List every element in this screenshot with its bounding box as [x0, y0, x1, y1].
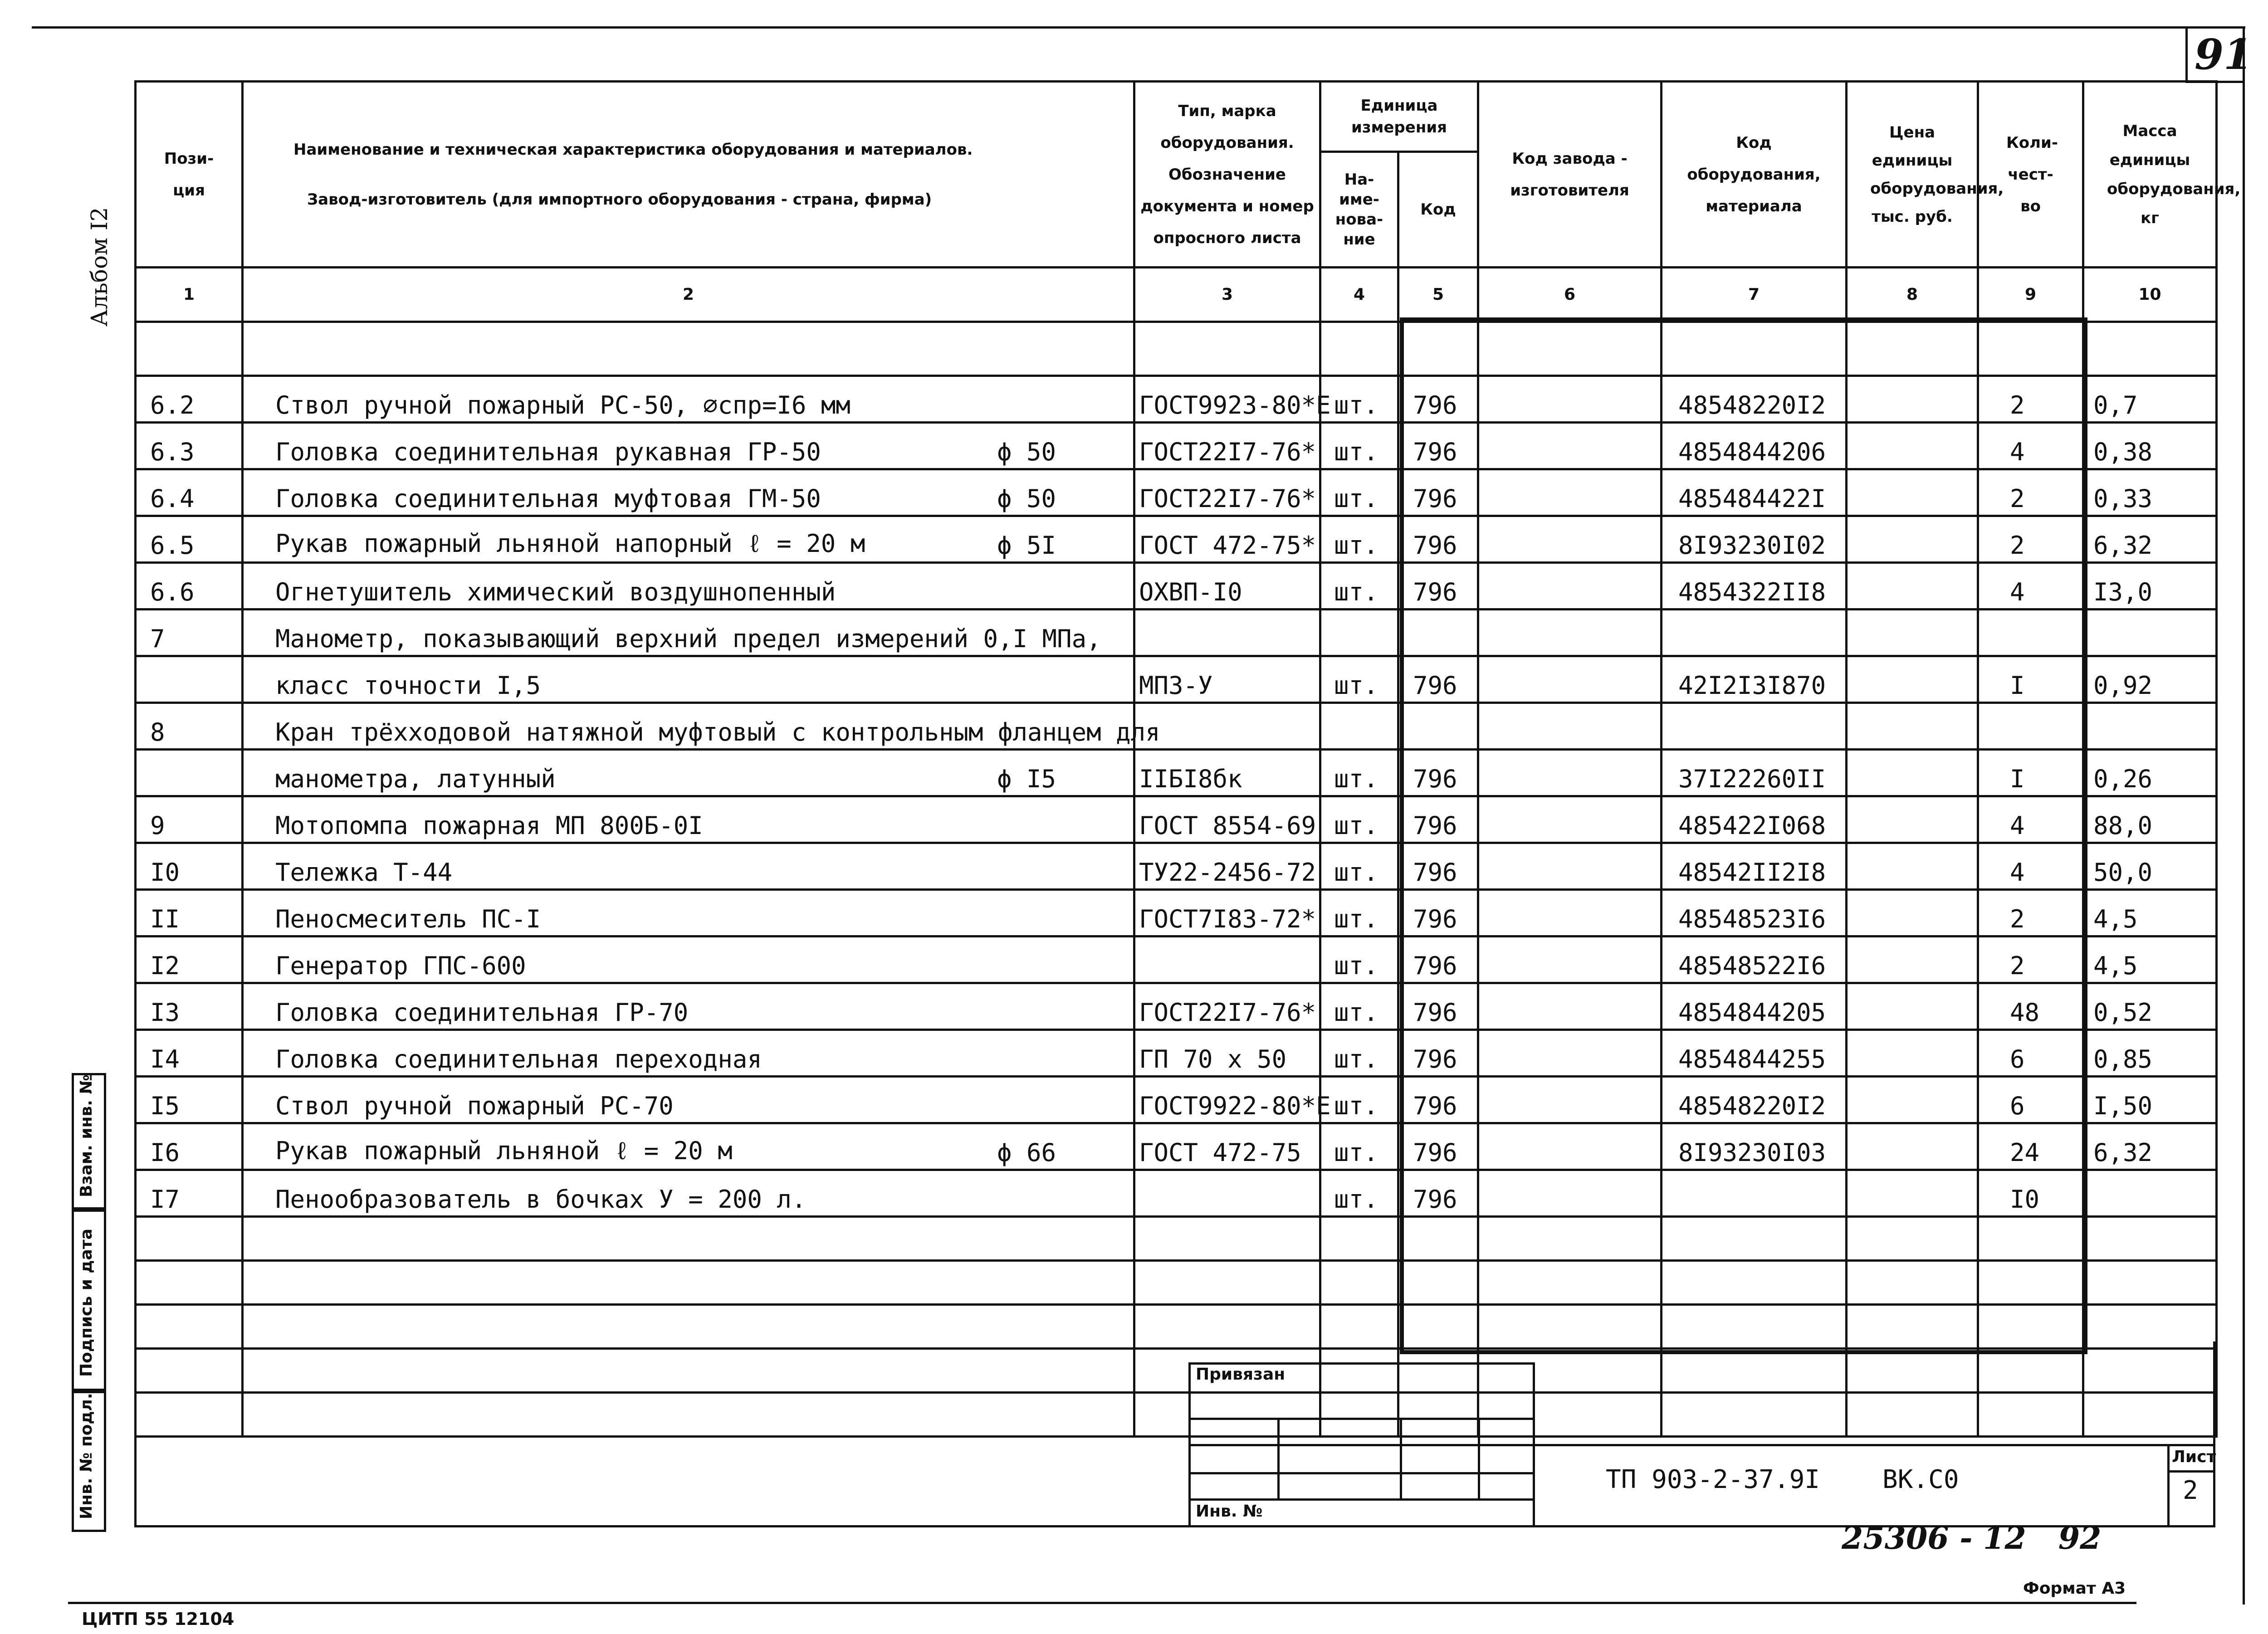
cell-pos: I0 — [136, 843, 243, 890]
col-num-5: 5 — [1398, 268, 1478, 322]
cell-code: 796 — [1398, 376, 1478, 423]
sheet-mark: 91 — [2195, 30, 2253, 79]
cell-unit: шт. — [1320, 469, 1398, 516]
cell-pos: 7 — [136, 610, 243, 656]
cell-qty: 2 — [1978, 376, 2083, 423]
cell-unit: шт. — [1320, 423, 1398, 469]
cell-unit: шт. — [1320, 563, 1398, 610]
cell-unit: шт. — [1320, 656, 1398, 703]
header-unit-code: Код — [1398, 152, 1478, 268]
cell-mass: 0,92 — [2083, 656, 2217, 703]
cell-type — [1134, 703, 1320, 750]
cell-c8 — [1847, 610, 1978, 656]
table-row — [136, 1123, 2217, 1170]
cell-mass: 0,26 — [2083, 750, 2217, 796]
empty-cell — [136, 1217, 243, 1261]
table-row — [136, 843, 2217, 890]
cell-equip: 48548523I6 — [1662, 890, 1847, 937]
cell-type — [1134, 610, 1320, 656]
header-name — [243, 82, 1134, 268]
cell-mass: 4,5 — [2083, 937, 2217, 983]
cell-unit: шт. — [1320, 843, 1398, 890]
cell-c8 — [1847, 1077, 1978, 1123]
empty-cell — [1662, 1217, 1847, 1261]
table-row — [136, 750, 2217, 796]
cell-mass — [2083, 610, 2217, 656]
list-number: 2 — [2183, 1476, 2198, 1505]
album-label: Альбом I2 — [86, 207, 112, 327]
col-num-9: 9 — [1978, 268, 2083, 322]
cell-name: манометра, латунный ϕ I5 — [243, 750, 1134, 796]
cell-unit: шт. — [1320, 1030, 1398, 1077]
cell-name: Рукав пожарный льняной напорный ℓ = 20 м ϕ 5I — [243, 516, 1134, 563]
cell-c6 — [1478, 843, 1662, 890]
cell-name: класс точности I,5 — [243, 656, 1134, 703]
empty-cell — [2083, 1261, 2217, 1305]
cell-equip: 48548522I6 — [1662, 937, 1847, 983]
cell-name: Головка соединительная переходная — [243, 1030, 1134, 1077]
cell-pos: 6.2 — [136, 376, 243, 423]
col-num-2: 2 — [243, 268, 1134, 322]
empty-cell — [1320, 1217, 1398, 1261]
cell-name: Головка соединительная ГР-70 — [243, 983, 1134, 1030]
cell-pos: I2 — [136, 937, 243, 983]
tb-h1 — [1188, 1418, 1535, 1420]
cell-code: 796 — [1398, 1077, 1478, 1123]
cell-type: ГП 70 х 50 — [1134, 1030, 1320, 1077]
cell-mass: 0,38 — [2083, 423, 2217, 469]
tb-main-sep — [1535, 1444, 2215, 1446]
cell-c8 — [1847, 1170, 1978, 1217]
cell-c8 — [1847, 516, 1978, 563]
cell-c6 — [1478, 563, 1662, 610]
table-row — [136, 469, 2217, 516]
cell-c8 — [1847, 937, 1978, 983]
col-num-6: 6 — [1478, 268, 1662, 322]
cell-mass: 0,52 — [2083, 983, 2217, 1030]
cell-code: 796 — [1398, 890, 1478, 937]
table-row — [136, 890, 2217, 937]
stamp-vzam: Взам. инв. № — [77, 1074, 96, 1197]
cell-pos: I6 — [136, 1123, 243, 1170]
cell-diameter: ϕ 50 — [997, 484, 1056, 513]
cell-mass: 0,85 — [2083, 1030, 2217, 1077]
cell-c8 — [1847, 1030, 1978, 1077]
spec-table — [134, 80, 2241, 1438]
cell-pos: 6.3 — [136, 423, 243, 469]
cell-c6 — [1478, 1170, 1662, 1217]
cell-code: 796 — [1398, 843, 1478, 890]
cell-c8 — [1847, 983, 1978, 1030]
cell-name: Головка соединительная муфтовая ГМ-50 ϕ 50 — [243, 469, 1134, 516]
cell-mass: 6,32 — [2083, 1123, 2217, 1170]
empty-cell — [243, 1261, 1134, 1305]
cell-equip: 42I2I3I870 — [1662, 656, 1847, 703]
header-factory-code: Код завода - изготовителя — [1478, 82, 1662, 268]
cell-code — [1398, 703, 1478, 750]
cell-name: Ствол ручной пожарный РС-70 — [243, 1077, 1134, 1123]
cell-type: IIБI8бк — [1134, 750, 1320, 796]
cell-mass — [2083, 1170, 2217, 1217]
cell-type: МПЗ-У — [1134, 656, 1320, 703]
cell-code: 796 — [1398, 983, 1478, 1030]
col-num-4: 4 — [1320, 268, 1398, 322]
cell-qty: 2 — [1978, 516, 2083, 563]
stamp-podpis: Подпись и дата — [77, 1229, 96, 1377]
cell-type: ГОСТ 472-75 — [1134, 1123, 1320, 1170]
cell-pos: I4 — [136, 1030, 243, 1077]
empty-cell — [1398, 1217, 1478, 1261]
header-unit-name: На-име-нова-ние — [1320, 152, 1398, 268]
cell-c6 — [1478, 423, 1662, 469]
cell-code: 796 — [1398, 937, 1478, 983]
cell-type: ГОСТ7I83-72* — [1134, 890, 1320, 937]
cell-qty: 6 — [1978, 1030, 2083, 1077]
cell-qty: 2 — [1978, 937, 2083, 983]
cell-code: 796 — [1398, 1170, 1478, 1217]
cell-unit: шт. — [1320, 1170, 1398, 1217]
cell-c6 — [1478, 610, 1662, 656]
table-row — [136, 703, 2217, 750]
empty-cell — [1978, 1217, 2083, 1261]
cell-mass: 0,7 — [2083, 376, 2217, 423]
cell-type: ГОСТ22I7-76* — [1134, 423, 1320, 469]
cell-mass: I3,0 — [2083, 563, 2217, 610]
cell-c8 — [1847, 890, 1978, 937]
cell-c6 — [1478, 1030, 1662, 1077]
cell-type — [1134, 1170, 1320, 1217]
cell-c8 — [1847, 656, 1978, 703]
cell-type: ТУ22-2456-72 — [1134, 843, 1320, 890]
header-price: Цена единицы оборудования, тыс. руб. — [1847, 82, 1978, 268]
cell-code: 796 — [1398, 563, 1478, 610]
empty-cell — [136, 1261, 243, 1305]
cell-pos: 8 — [136, 703, 243, 750]
cell-mass: 50,0 — [2083, 843, 2217, 890]
cell-code: 796 — [1398, 1030, 1478, 1077]
cell-equip: 4854322II8 — [1662, 563, 1847, 610]
cell-name: Тележка Т-44 — [243, 843, 1134, 890]
cell-unit: шт. — [1320, 750, 1398, 796]
table-row — [136, 656, 2217, 703]
header-type: Тип, марка оборудования. Обозначение документа и номер опросного листа — [1134, 82, 1320, 268]
cell-c6 — [1478, 937, 1662, 983]
cell-unit: шт. — [1320, 983, 1398, 1030]
tb-h4 — [1188, 1498, 1535, 1501]
cell-c8 — [1847, 376, 1978, 423]
tb-h2 — [1188, 1444, 1535, 1446]
empty-cell — [1478, 1217, 1662, 1261]
cell-c8 — [1847, 563, 1978, 610]
table-row — [136, 1170, 2217, 1217]
format-label: Формат А3 — [2023, 1579, 2126, 1598]
tb-v3 — [1478, 1418, 1480, 1498]
cell-c6 — [1478, 656, 1662, 703]
table-row — [136, 423, 2217, 469]
empty-cell — [1134, 1261, 1320, 1305]
empty-cell — [1847, 1261, 1978, 1305]
cell-c8 — [1847, 796, 1978, 843]
cell-qty: 2 — [1978, 890, 2083, 937]
cell-equip: 485422I068 — [1662, 796, 1847, 843]
cell-c6 — [1478, 376, 1662, 423]
top-border-line — [32, 26, 2245, 29]
table-row — [136, 1077, 2217, 1123]
table-row-empty — [136, 1217, 2217, 1261]
cell-mass: 88,0 — [2083, 796, 2217, 843]
cell-pos: 6.5 — [136, 516, 243, 563]
privyazan-label: Привязан — [1196, 1365, 1286, 1384]
empty-cell — [1398, 1261, 1478, 1305]
cutoff-text: ЦИТП 55 12104 — [82, 1609, 235, 1629]
header-unit-group: Единица измерения — [1320, 82, 1478, 152]
cell-code: 796 — [1398, 750, 1478, 796]
title-block-frame — [134, 1341, 2215, 1527]
tb-v1 — [1277, 1418, 1280, 1498]
empty-cell — [1662, 1261, 1847, 1305]
cell-code: 796 — [1398, 1123, 1478, 1170]
cell-unit: шт. — [1320, 1123, 1398, 1170]
handwritten-number: 25306 - 12 92 — [1842, 1520, 2102, 1556]
cell-name: Головка соединительная рукавная ГР-50 ϕ 50 — [243, 423, 1134, 469]
cell-qty: I0 — [1978, 1170, 2083, 1217]
cell-c8 — [1847, 1123, 1978, 1170]
cell-unit: шт. — [1320, 516, 1398, 563]
cell-name: Кран трёхходовой натяжной муфтовый с контрольным фланцем для — [243, 703, 1134, 750]
cell-c8 — [1847, 750, 1978, 796]
cell-c6 — [1478, 516, 1662, 563]
cell-equip: 48548220I2 — [1662, 1077, 1847, 1123]
cell-equip — [1662, 703, 1847, 750]
cell-c6 — [1478, 750, 1662, 796]
cell-unit: шт. — [1320, 890, 1398, 937]
cell-equip: 8I93230I02 — [1662, 516, 1847, 563]
cell-type: ОХВП-I0 — [1134, 563, 1320, 610]
cell-c8 — [1847, 423, 1978, 469]
right-border-line — [2243, 26, 2245, 1605]
cell-code: 796 — [1398, 796, 1478, 843]
cell-c6 — [1478, 890, 1662, 937]
table-row — [136, 376, 2217, 423]
cell-qty: 48 — [1978, 983, 2083, 1030]
cell-c8 — [1847, 469, 1978, 516]
cell-mass: I,50 — [2083, 1077, 2217, 1123]
table-row — [136, 1030, 2217, 1077]
table-row-gap — [136, 322, 2217, 376]
cell-type: ГОСТ22I7-76* — [1134, 469, 1320, 516]
cell-pos — [136, 656, 243, 703]
cell-type — [1134, 937, 1320, 983]
table-row — [136, 983, 2217, 1030]
empty-cell — [1320, 1261, 1398, 1305]
cell-diameter: ϕ 5I — [997, 531, 1056, 560]
cell-equip: 485484422I — [1662, 469, 1847, 516]
cell-qty: 24 — [1978, 1123, 2083, 1170]
list-sep — [2167, 1470, 2215, 1473]
cell-unit: шт. — [1320, 796, 1398, 843]
inv-no-label: Инв. № — [1196, 1502, 1263, 1521]
col-num-3: 3 — [1134, 268, 1320, 322]
cell-pos: II — [136, 890, 243, 937]
cell-equip: 37I22260II — [1662, 750, 1847, 796]
cell-equip: 48548220I2 — [1662, 376, 1847, 423]
doc-mark: ВК.С0 — [1882, 1465, 1959, 1494]
cell-qty: 4 — [1978, 423, 2083, 469]
header-pos: Пози-ция — [136, 82, 243, 268]
empty-cell — [2083, 1217, 2217, 1261]
cell-c8 — [1847, 843, 1978, 890]
empty-cell — [1978, 1261, 2083, 1305]
cell-unit: шт. — [1320, 1077, 1398, 1123]
cell-qty — [1978, 610, 2083, 656]
cell-pos: I7 — [136, 1170, 243, 1217]
bottom-border-line — [68, 1602, 2136, 1604]
cell-unit — [1320, 610, 1398, 656]
cell-code: 796 — [1398, 516, 1478, 563]
col-num-7: 7 — [1662, 268, 1847, 322]
cell-qty: 4 — [1978, 796, 2083, 843]
tb-v2 — [1400, 1418, 1402, 1498]
table-row-empty — [136, 1261, 2217, 1305]
cell-name: Генератор ГПС-600 — [243, 937, 1134, 983]
cell-c6 — [1478, 1123, 1662, 1170]
cell-c8 — [1847, 703, 1978, 750]
cell-code: 796 — [1398, 469, 1478, 516]
cell-type: ГОСТ9923-80*Е — [1134, 376, 1320, 423]
cell-equip: 8I93230I03 — [1662, 1123, 1847, 1170]
cell-c6 — [1478, 469, 1662, 516]
cell-name: Мотопомпа пожарная МП 800Б-0I — [243, 796, 1134, 843]
cell-diameter: ϕ 66 — [997, 1138, 1056, 1167]
doc-code: ТП 903-2-37.9I — [1606, 1465, 1820, 1494]
cell-code: 796 — [1398, 423, 1478, 469]
col-num-1: 1 — [136, 268, 243, 322]
cell-name: Манометр, показывающий верхний предел измерений 0,I МПа, — [243, 610, 1134, 656]
cell-name: Пеносмеситель ПС-I — [243, 890, 1134, 937]
table-row — [136, 796, 2217, 843]
stamp-inv-podl: Инв. № подл. — [77, 1393, 96, 1519]
header-equip-code: Код оборудования, материала — [1662, 82, 1847, 268]
cell-qty: 2 — [1978, 469, 2083, 516]
header-mass: Масса единицы оборудования, кг — [2083, 82, 2217, 268]
cell-type: ГОСТ 8554-69 — [1134, 796, 1320, 843]
list-label: Лист — [2172, 1448, 2216, 1466]
cell-code — [1398, 610, 1478, 656]
cell-c6 — [1478, 703, 1662, 750]
cell-diameter: ϕ 50 — [997, 438, 1056, 466]
cell-name: Ствол ручной пожарный РС-50, ⌀спр=I6 мм — [243, 376, 1134, 423]
cell-qty: I — [1978, 750, 2083, 796]
cell-qty — [1978, 703, 2083, 750]
cell-mass: 0,33 — [2083, 469, 2217, 516]
cell-pos: I3 — [136, 983, 243, 1030]
empty-cell — [243, 1217, 1134, 1261]
cell-c6 — [1478, 1077, 1662, 1123]
cell-diameter: ϕ I5 — [997, 765, 1056, 793]
cell-pos: I5 — [136, 1077, 243, 1123]
cell-mass: 6,32 — [2083, 516, 2217, 563]
cell-equip — [1662, 610, 1847, 656]
table-row — [136, 516, 2217, 563]
cell-pos: 6.4 — [136, 469, 243, 516]
cell-equip: 4854844205 — [1662, 983, 1847, 1030]
cell-unit: шт. — [1320, 937, 1398, 983]
cell-equip: 4854844206 — [1662, 423, 1847, 469]
cell-qty: 4 — [1978, 563, 2083, 610]
cell-unit — [1320, 703, 1398, 750]
cell-qty: I — [1978, 656, 2083, 703]
col-num-10: 10 — [2083, 268, 2217, 322]
cell-code: 796 — [1398, 656, 1478, 703]
cell-type: ГОСТ22I7-76* — [1134, 983, 1320, 1030]
cell-unit: шт. — [1320, 376, 1398, 423]
header-name-line2: Завод-изготовитель (для импортного оборудования - страна, фирма) — [307, 190, 932, 209]
empty-cell — [1478, 1261, 1662, 1305]
header-qty: Коли-чест-во — [1978, 82, 2083, 268]
cell-name: Огнетушитель химический воздушнопенный — [243, 563, 1134, 610]
cell-c6 — [1478, 796, 1662, 843]
cell-pos — [136, 750, 243, 796]
cell-equip: 4854844255 — [1662, 1030, 1847, 1077]
cell-name: Пенообразователь в бочках У = 200 л. — [243, 1170, 1134, 1217]
cell-qty: 4 — [1978, 843, 2083, 890]
table-row — [136, 937, 2217, 983]
cell-type: ГОСТ 472-75* — [1134, 516, 1320, 563]
cell-mass: 4,5 — [2083, 890, 2217, 937]
cell-type: ГОСТ9922-80*Е — [1134, 1077, 1320, 1123]
empty-cell — [1847, 1217, 1978, 1261]
cell-c6 — [1478, 983, 1662, 1030]
empty-cell — [1134, 1217, 1320, 1261]
cell-equip — [1662, 1170, 1847, 1217]
header-name-line1: Наименование и техническая характеристика оборудования и материалов. — [293, 140, 973, 159]
table-row — [136, 610, 2217, 656]
cell-pos: 9 — [136, 796, 243, 843]
cell-mass — [2083, 703, 2217, 750]
col-num-8: 8 — [1847, 268, 1978, 322]
table-row — [136, 563, 2217, 610]
tb-h3 — [1188, 1472, 1535, 1474]
cell-pos: 6.6 — [136, 563, 243, 610]
cell-qty: 6 — [1978, 1077, 2083, 1123]
cell-equip: 48542II2I8 — [1662, 843, 1847, 890]
cell-name: Рукав пожарный льняной ℓ = 20 м ϕ 66 — [243, 1123, 1134, 1170]
